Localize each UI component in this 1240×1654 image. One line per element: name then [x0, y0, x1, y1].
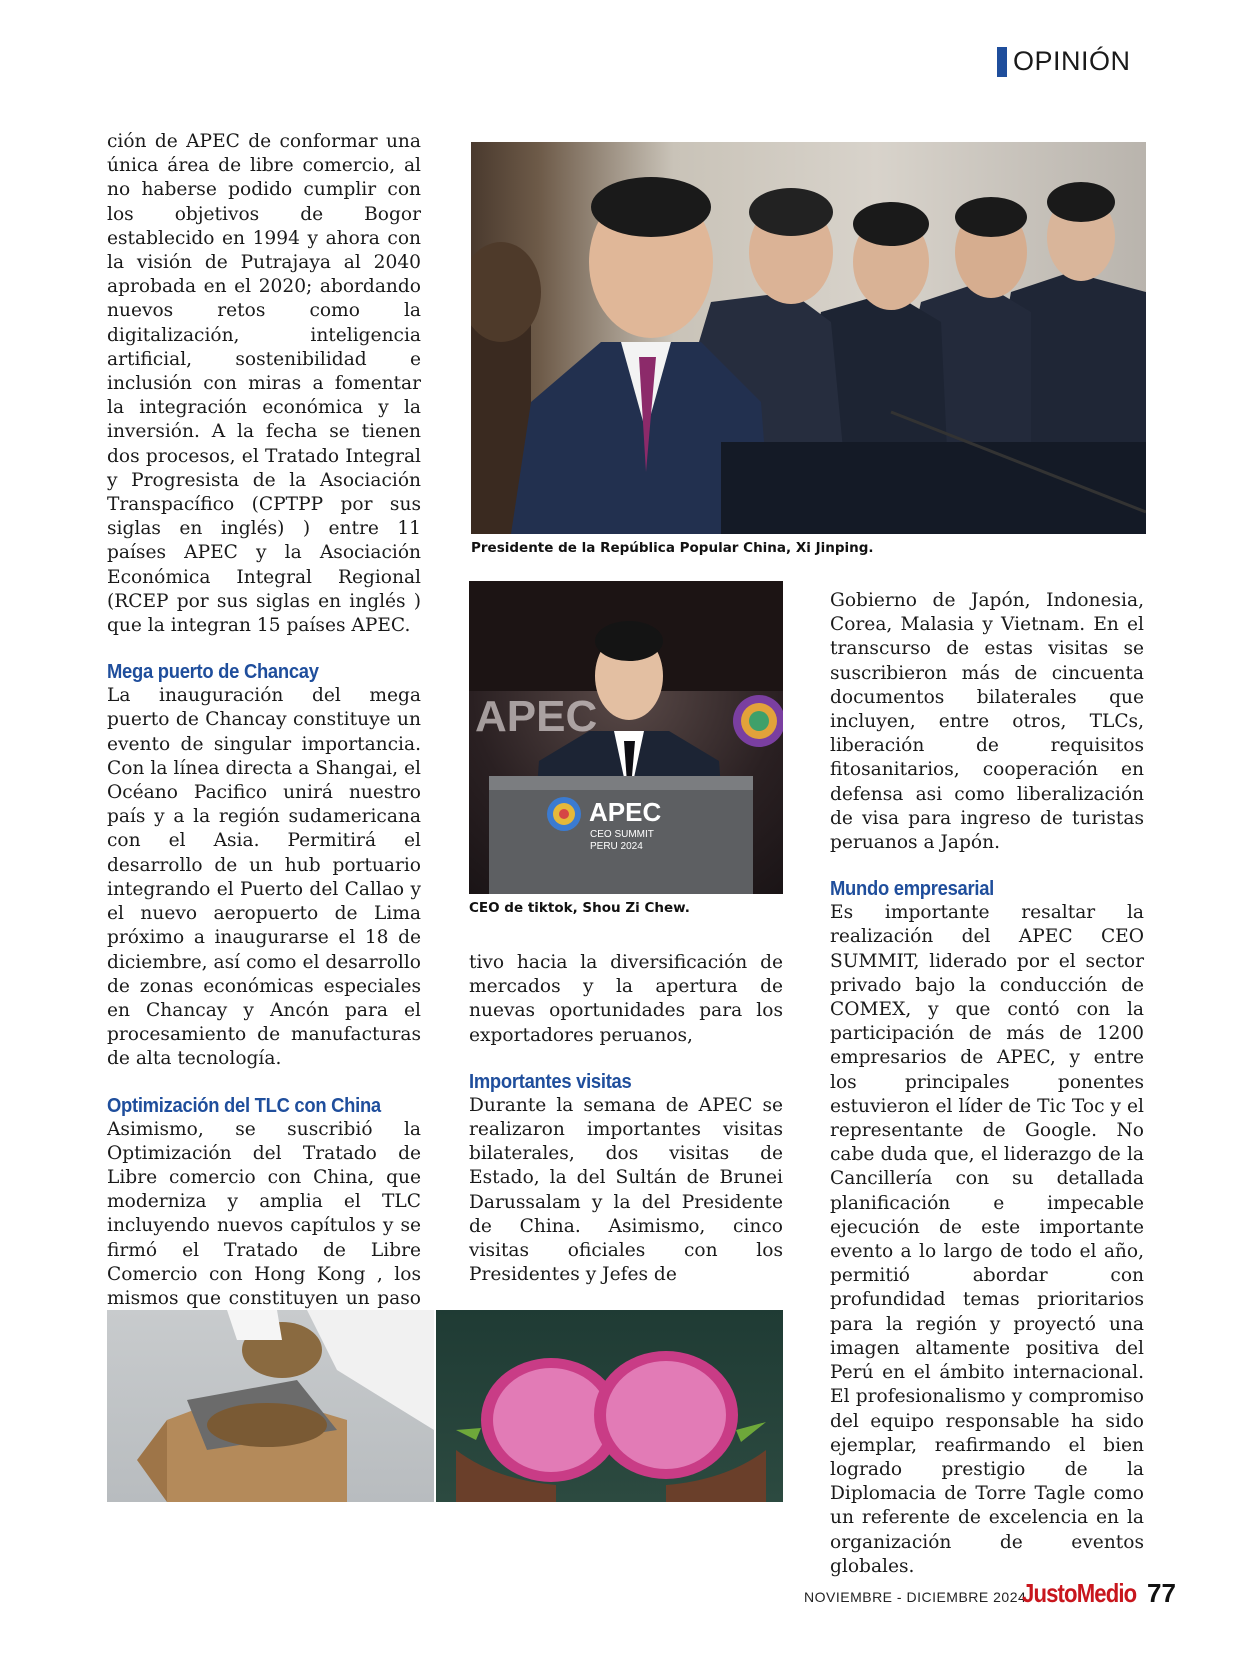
- footer-issue-date: NOVIEMBRE - DICIEMBRE 2024: [804, 1589, 1027, 1605]
- paragraph: Durante la semana de APEC se realizaron importantes visitas bilaterales, dos visitas de Estado, la del Sultán de Brunei Darussalam y la del Presidente de China. Asimismo, cinco visitas oficiales con los Presidentes y Jefes de: [469, 1094, 783, 1286]
- subheading-mundo-empresarial: Mundo empresarial: [830, 878, 995, 901]
- paragraph: La inauguración del mega puerto de Chancay constituye un evento de singular importancia. Con la línea directa a Shangai, el Océano Pacifico unirá nuestro país y a la región sudamericana con el Asia. Permitirá el desarrollo de un hub portuario integrando el Puerto del Callao y el nuevo aeropuerto de Lima próximo a inaugurarse el 18 de diciembre, así como el desarrollo de zonas económicas especiales en Chancay y Ancón para el procesamiento de manufacturas de alta tecnología.: [107, 685, 421, 1070]
- page-number: 77: [1147, 1578, 1176, 1608]
- photo-dragon-fruit: [436, 1310, 783, 1502]
- article-column-3: [830, 589, 1144, 1579]
- podium-ceo-summit-text: CEO SUMMIT: [590, 829, 654, 840]
- photo-caption-ceo: CEO de tiktok, Shou Zi Chew.: [469, 900, 690, 916]
- section-marker: [997, 47, 1007, 77]
- subheading-tlc-china: Optimización del TLC con China: [107, 1094, 381, 1117]
- photo-illustration: [107, 1310, 434, 1502]
- paragraph: Asimismo, se suscribió la Optimización del Tratado de Libre comercio con China, que moderniza y amplia el TLC incluyendo nuevos capítulos y se firmó el Tratado de Libre Comercio con Hong Kong , los mismos que constituyen un paso: [107, 1118, 421, 1309]
- article-column-2: [469, 951, 783, 1287]
- article-column-1: [107, 130, 421, 1335]
- paragraph: tivo hacia la diversificación de mercados y la apertura de nuevas oportunidades para los exportadores peruanos,: [469, 952, 783, 1046]
- subheading-importantes-visitas: Importantes visitas: [469, 1070, 632, 1093]
- paragraph: Es importante resaltar la realización del APEC CEO SUMMIT, liderado por el sector privado bajo la conducción de COMEX, y que contó con la participación de más de 1200 empresarios de APEC, y entre los principales ponentes estuvieron el líder de Tic Toc y el representante de Google. No cabe duda que, el liderazgo de la Cancillería con su detallada planificación e impecable ejecución de este importante evento a lo largo de todo el año, permitió abordar con profundidad temas prioritarios para la región y proyectó una imagen altamente positiva del Perú en el ámbito internacional. El profesionalismo y compromiso del equipo responsable ha sido ejemplar, reafirmando el bien logrado prestigio de la Diplomacia de Torre Tagle como un referente de excelencia en la organización de eventos globales.: [830, 902, 1144, 1577]
- photo-shou-zi-chew: [469, 581, 783, 894]
- backdrop-apec-text: APEC: [475, 692, 598, 741]
- paragraph: ción de APEC de conformar una única área de libre comercio, al no haberse podido cumplir con los objetivos de Bogor establecido en 1994 y ahora con la visión de Putrajaya al 2040 aprobada en el 2020; abordando nuevos retos como la digitalización, inteligencia artificial, sostenibilidad e inclusión con miras a fomentar la integración económica y la inversión. A la fecha se tienen dos procesos, el Tratado Integral y Progresista de la Asociación Transpacífico (CPTPP por sus siglas en inglés) ) entre 11 países APEC y la Asociación Económica Integral Regional (RCEP por sus siglas en inglés ) que la integran 15 países APEC.: [107, 131, 421, 637]
- section-header: [997, 46, 1131, 77]
- photo-caption-xi: Presidente de la República Popular China, Xi Jinping.: [471, 540, 874, 556]
- section-label: OPINIÓN: [1013, 46, 1131, 76]
- photo-illustration: [469, 581, 783, 894]
- subheading-mega-puerto: Mega puerto de Chancay: [107, 661, 319, 684]
- photo-illustration: [436, 1310, 783, 1502]
- paragraph: Gobierno de Japón, Indonesia, Corea, Malasia y Vietnam. En el transcurso de estas visitas se suscribieron más de cincuenta documentos bilaterales que incluyen, entre otros, TLCs, liberación de requisitos fitosanitarios, cooperación en defensa asi como liberalización de visa para ingreso de turistas peruanos a Japón.: [830, 590, 1144, 854]
- photo-brazil-nuts-box: [107, 1310, 434, 1502]
- podium-apec-text: APEC: [589, 797, 662, 827]
- magazine-logo: JustoMedio: [1022, 1578, 1137, 1608]
- podium-peru-2024-text: PERU 2024: [590, 841, 643, 852]
- photo-xi-jinping: [471, 142, 1146, 534]
- photo-illustration: [471, 142, 1146, 534]
